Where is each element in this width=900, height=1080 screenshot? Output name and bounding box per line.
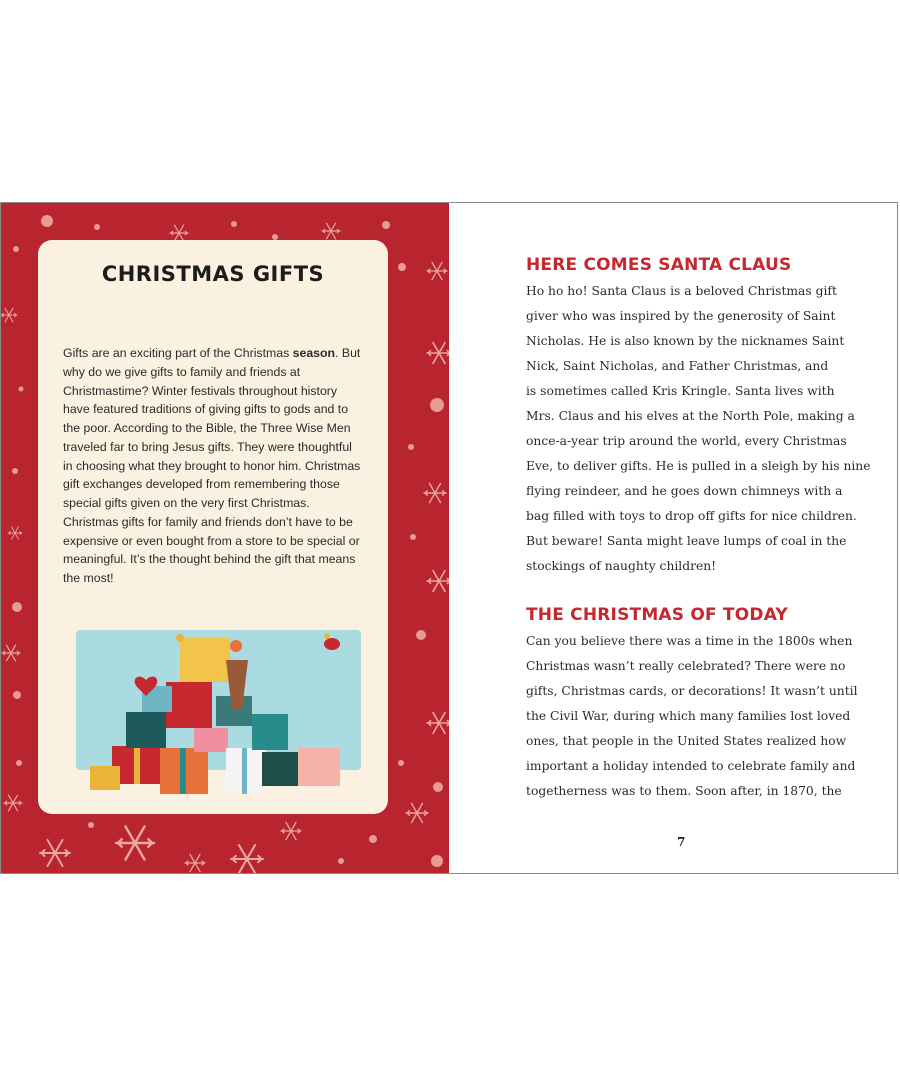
text-line: But beware! Santa might leave lumps of coal in the bbox=[526, 534, 847, 548]
text-line: Nicholas. He is also known by the nicknames Saint bbox=[526, 334, 845, 348]
text-line: important a holiday intended to celebrate family and bbox=[526, 759, 856, 773]
gift-pile-illustration bbox=[76, 620, 361, 805]
info-card bbox=[38, 240, 388, 814]
text-line: Can you believe there was a time in the 1800s when bbox=[526, 634, 853, 648]
right-page bbox=[449, 203, 897, 873]
book-spread bbox=[0, 202, 898, 874]
section-heading-today: THE CHRISTMAS OF TODAY bbox=[526, 605, 788, 625]
section-heading-santa: HERE COMES SANTA CLAUS bbox=[526, 255, 792, 275]
text-line: once-a-year trip around the world, every Christmas bbox=[526, 434, 847, 448]
left-page bbox=[1, 203, 449, 873]
text-line: gifts, Christmas cards, or decorations! It wasn’t until bbox=[526, 684, 858, 698]
santa-paragraph bbox=[526, 279, 871, 579]
body-text-bold: season bbox=[292, 346, 336, 360]
text-line: stockings of naughty children! bbox=[526, 559, 717, 573]
today-paragraph bbox=[526, 629, 866, 804]
card-title: CHRISTMAS GIFTS bbox=[101, 262, 325, 286]
text-line: Mrs. Claus and his elves at the North Pole, making a bbox=[526, 409, 855, 423]
text-line: togetherness was to them. Soon after, in 1870, the bbox=[526, 784, 842, 798]
text-line: Christmas wasn’t really celebrated? There were no bbox=[526, 659, 846, 673]
card-body bbox=[63, 344, 363, 588]
text-line: giver who was inspired by the generosity of Saint bbox=[526, 309, 836, 323]
body-text-end: . But why do we give gifts to family and friends at Christmastime? Winter festivals throughout history have featured traditions of giving gifts to gods and to the poor. According to the Bible, the Three Wise Men traveled far to bring Jesus gifts. They were thoughtful in choosing what they brought to honor him. Christmas gift exchanges developed from remembering those special gifts given on the very first Christmas. Christmas gifts for family and friends don’t have to be expensive or even bought from a store to be special or meaningful. It’s the thought behind the gift that means the most! bbox=[63, 346, 361, 585]
text-line: Ho ho ho! Santa Claus is a beloved Christmas gift bbox=[526, 284, 837, 298]
page-number: 7 bbox=[677, 835, 686, 849]
text-line: ones, that people in the United States realized how bbox=[526, 734, 847, 748]
text-line: Nick, Saint Nicholas, and Father Christmas, and bbox=[526, 359, 829, 373]
text-line: flying reindeer, and he goes down chimneys with a bbox=[526, 484, 843, 498]
body-text-start: Gifts are an exciting part of the Christmas bbox=[63, 346, 293, 360]
text-line: Eve, to deliver gifts. He is pulled in a sleigh by his nine bbox=[526, 459, 871, 473]
text-line: the Civil War, during which many families lost loved bbox=[526, 709, 851, 723]
text-line: bag filled with toys to drop off gifts for nice children. bbox=[526, 509, 857, 523]
text-line: is sometimes called Kris Kringle. Santa lives with bbox=[526, 384, 835, 398]
